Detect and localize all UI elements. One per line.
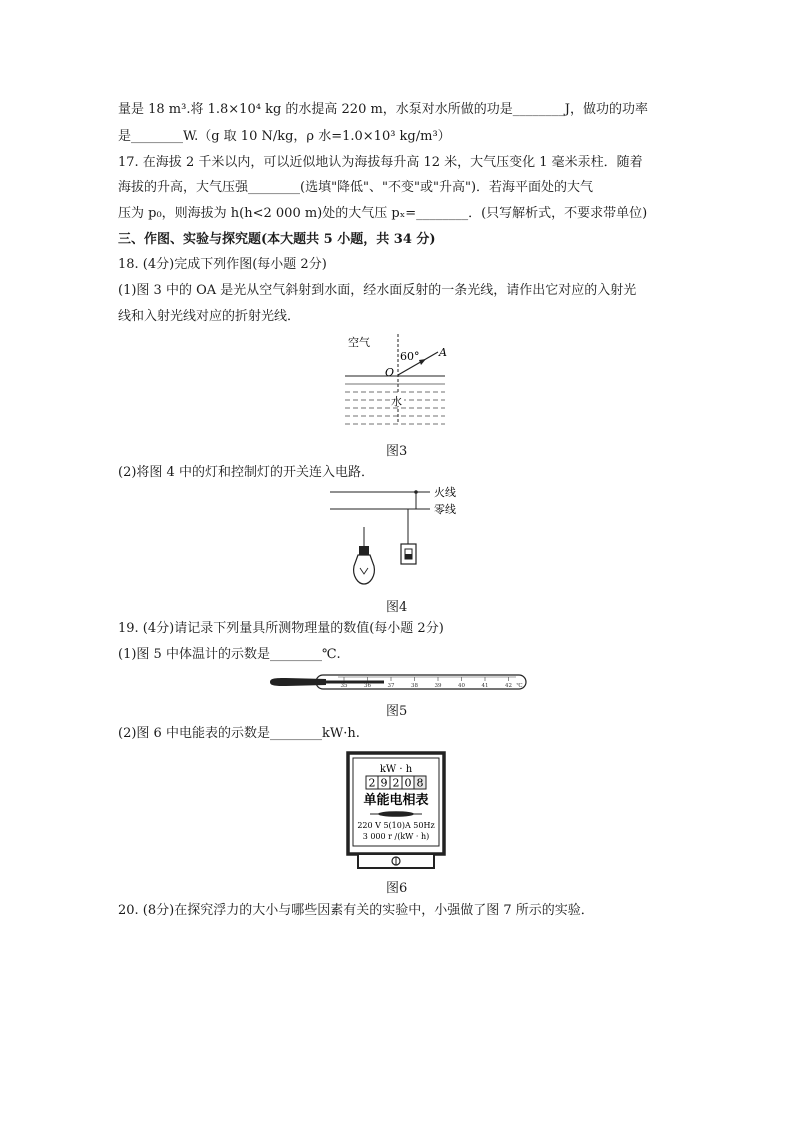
- fig5-tick-label: 41: [481, 683, 489, 689]
- fig3-caption: 图3: [386, 444, 408, 459]
- fig6-digit-counter: [366, 776, 426, 790]
- q17-line1: 17. 在海拔 2 千米以内，可以近似地认为海拔每升高 12 米，大气压变化 1 毫米汞柱．随着: [118, 155, 643, 170]
- fig3-water-label: 水: [391, 395, 402, 408]
- q18-part1-line1: (1)图 3 中的 OA 是光从空气斜射到水面，经水面反射的一条光线，请作出它对应的入射光: [118, 283, 637, 298]
- fig5-tick-label: 35: [340, 683, 348, 689]
- fig3-ray-arrow: [419, 359, 426, 365]
- fig4-caption: 图4: [386, 600, 408, 615]
- fig5-tick-label: 42: [505, 683, 512, 689]
- figure-3-light-reflection: [340, 332, 450, 432]
- fig5-tick-label: 36: [364, 683, 371, 689]
- fig6-digit: 2: [368, 776, 376, 790]
- q19-part1: (1)图 5 中体温计的示数是________℃.: [118, 647, 341, 662]
- fig4-lamp-socket: [359, 546, 369, 555]
- fig6-unit: kW · h: [379, 764, 413, 775]
- q16-line2: 是________W.（g 取 10 N/kg，ρ 水=1.0×10³ kg/m³）: [118, 129, 451, 144]
- figure-4-circuit: [328, 482, 468, 594]
- fig5-tick-label: 39: [434, 683, 442, 689]
- q17-line3: 压为 p₀，则海拔为 h(h<2 000 m)处的大气压 pₓ=________．(只写解析式，不要求带单位): [118, 206, 648, 221]
- fig6-caption: 图6: [386, 881, 408, 896]
- fig3-point-a: A: [439, 346, 447, 359]
- q18-part1-line2: 线和入射光线对应的折射光线．: [118, 309, 301, 324]
- fig4-junction-dot: [414, 490, 418, 494]
- fig4-live-label: 火线: [434, 486, 456, 499]
- fig5-tick-label: 38: [411, 683, 418, 689]
- figure-5-thermometer: [266, 670, 532, 694]
- fig6-digit: 8: [416, 776, 424, 790]
- fig4-lamp-bulb: [354, 555, 375, 584]
- q19-head: 19. (4分)请记录下列量具所测物理量的数值(每小题 2分): [118, 621, 444, 636]
- fig6-title: 单能电相表: [363, 793, 429, 808]
- fig3-air-label: 空气: [348, 336, 370, 349]
- figure-6-electric-meter: [344, 750, 448, 870]
- fig6-digit: 0: [404, 776, 412, 790]
- fig5-tick-label: 37: [387, 683, 395, 689]
- fig5-caption: 图5: [386, 704, 408, 719]
- fig6-spec2: 3 000 r /(kW · h): [362, 832, 430, 841]
- fig5-tick-label: 40: [458, 683, 465, 689]
- fig5-unit-label: ℃: [516, 683, 523, 689]
- fig6-digit: 9: [380, 776, 388, 790]
- fig6-spec1: 220 V 5(10)A 50Hz: [357, 821, 435, 830]
- q18-head: 18. (4分)完成下列作图(每小题 2分): [118, 257, 327, 272]
- q18-part2: (2)将图 4 中的灯和控制灯的开关连入电路．: [118, 465, 374, 480]
- q20-line1: 20. (8分)在探究浮力的大小与哪些因素有关的实验中，小强做了图 7 所示的实验．: [118, 903, 594, 918]
- q17-line2: 海拔的升高，大气压强________(选填"降低"、"不变"或"升高")．若海平面处的大气: [118, 180, 594, 195]
- q19-part2: (2)图 6 中电能表的示数是________kW·h.: [118, 726, 360, 741]
- fig3-angle-label: 60°: [400, 350, 420, 363]
- fig5-bulb: [270, 678, 326, 686]
- section-title: 三、作图、实验与探究题(本大题共 5 小题，共 34 分): [118, 232, 436, 247]
- fig3-point-o: O: [385, 366, 395, 379]
- q16-line1: 量是 18 m³.将 1.8×10⁴ kg 的水提高 220 m，水泵对水所做的功是________J，做功的功率: [118, 102, 649, 117]
- fig6-digit: 2: [392, 776, 400, 790]
- fig4-neutral-label: 零线: [434, 503, 456, 516]
- fig4-switch-toggle-fill: [405, 554, 412, 559]
